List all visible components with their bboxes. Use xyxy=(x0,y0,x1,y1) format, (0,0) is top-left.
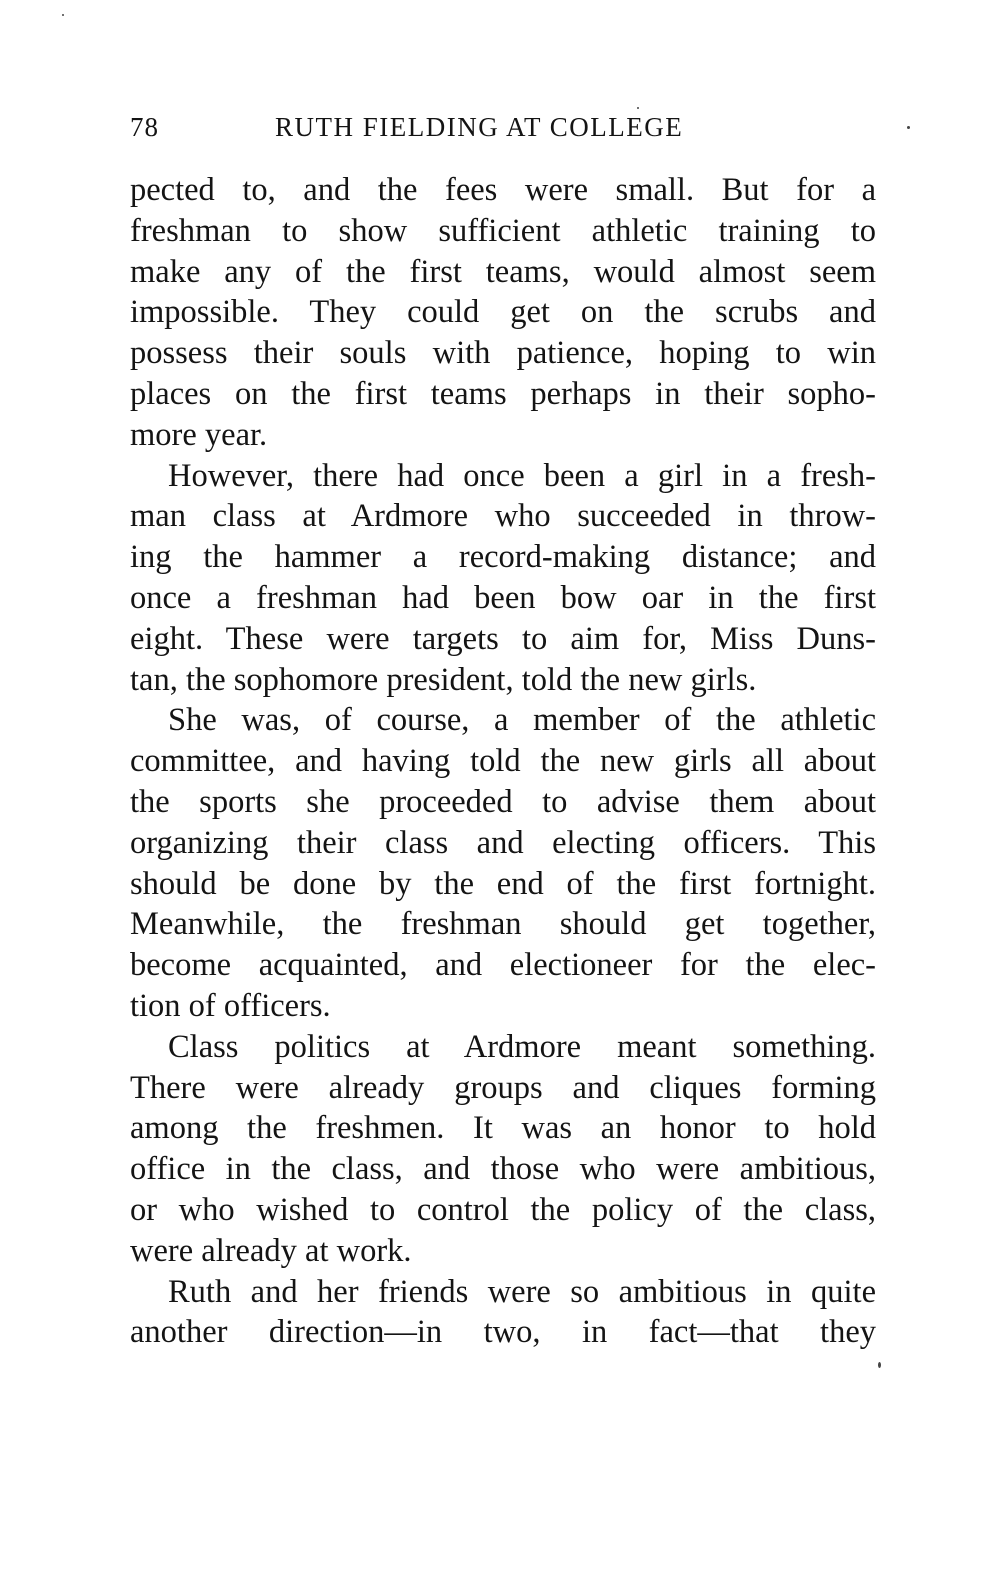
text-line: Class politics at Ardmore meant something. xyxy=(168,1028,876,1065)
text-line: tion of officers. xyxy=(130,987,331,1024)
text-line: should be done by the end of the first fortnight. xyxy=(130,865,876,902)
text-line: tan, the sophomore president, told the new girls. xyxy=(130,661,757,698)
text-line: the sports she proceeded to advise them about xyxy=(130,783,876,820)
text-line: man class at Ardmore who succeeded in throw- xyxy=(130,498,876,535)
paragraph xyxy=(130,700,876,1026)
text-line: or who wished to control the policy of the class, xyxy=(130,1191,876,1228)
text-line: organizing their class and electing officers. This xyxy=(130,824,876,861)
text-line: However, there had once been a girl in a fresh- xyxy=(168,457,876,494)
text-line: office in the class, and those who were ambitious, xyxy=(130,1151,876,1188)
body-text xyxy=(130,170,876,1353)
text-line: once a freshman had been bow oar in the first xyxy=(130,579,876,616)
text-line: were already at work. xyxy=(130,1232,412,1269)
text-line: Meanwhile, the freshman should get together, xyxy=(130,906,876,943)
text-line: freshman to show sufficient athletic training to xyxy=(130,212,876,249)
scan-speck xyxy=(878,1362,881,1368)
running-title: RUTH FIELDING AT COLLEGE xyxy=(275,112,684,142)
text-line: eight. These were targets to aim for, Miss Duns- xyxy=(130,620,876,657)
paragraph xyxy=(130,1272,876,1354)
text-line: possess their souls with patience, hoping to win xyxy=(130,335,876,372)
scan-speck xyxy=(907,126,910,129)
scan-speck xyxy=(62,14,64,16)
text-line: impossible. They could get on the scrubs and xyxy=(130,294,876,331)
text-line: make any of the first teams, would almost seem xyxy=(130,253,876,290)
text-line: Ruth and her friends were so ambitious in quite xyxy=(168,1273,876,1310)
paragraph xyxy=(130,456,876,701)
page-number: 78 xyxy=(130,112,159,142)
text-line: She was, of course, a member of the athletic xyxy=(168,702,876,739)
text-line: places on the first teams perhaps in their sopho- xyxy=(130,375,876,412)
text-line: among the freshmen. It was an honor to hold xyxy=(130,1110,876,1147)
text-line: more year. xyxy=(130,416,268,453)
paragraph xyxy=(130,1027,876,1272)
text-line: pected to, and the fees were small. But for a xyxy=(130,172,876,208)
text-line: become acquainted, and electioneer for the elec- xyxy=(130,947,876,984)
text-line: another direction—in two, in fact—that they xyxy=(130,1314,876,1351)
paragraph xyxy=(130,170,876,456)
text-line: There were already groups and cliques forming xyxy=(130,1069,876,1106)
text-line: ing the hammer a record-making distance; and xyxy=(130,539,876,576)
text-line: committee, and having told the new girls all about xyxy=(130,743,876,780)
scan-speck xyxy=(637,107,639,109)
running-header xyxy=(130,112,876,152)
